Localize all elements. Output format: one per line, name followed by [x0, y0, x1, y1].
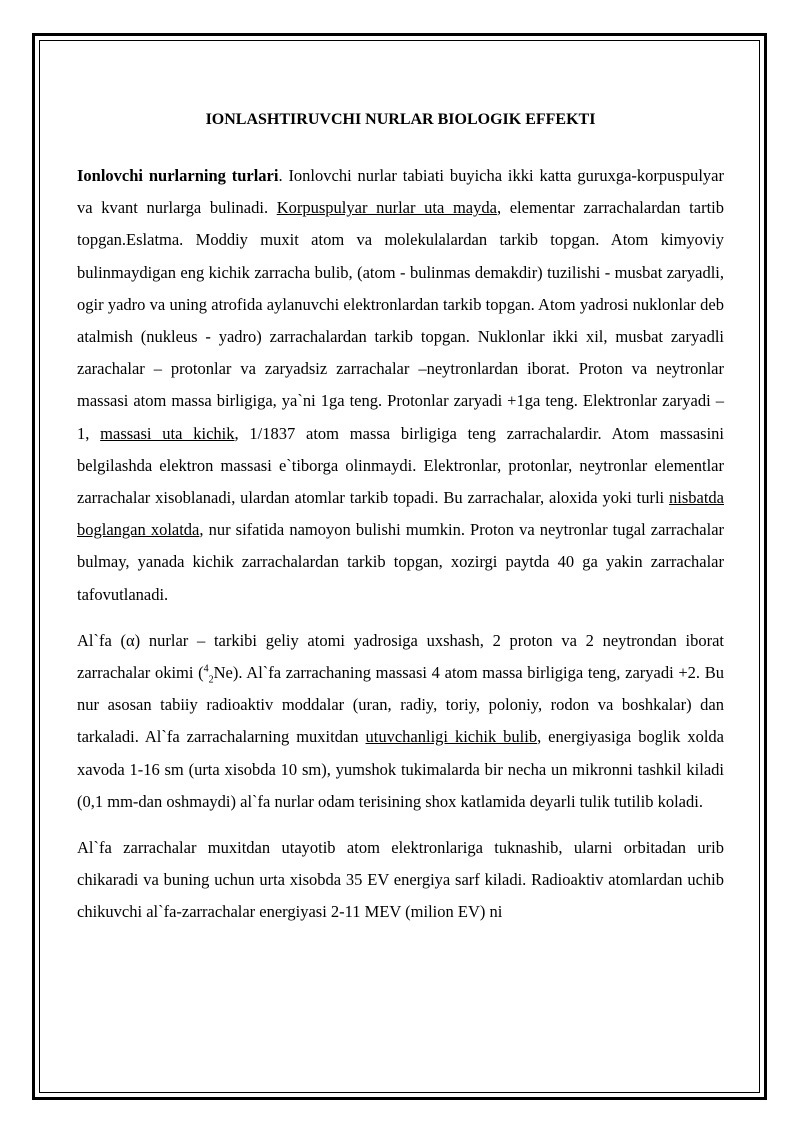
text-segment: Ne). Al`fa zarrachaning massasi 4 atom massa birligiga teng, zaryadi +2. Bu nur asosan tabiiy radioaktiv moddalar (uran, radiy, toriy, poloniy, rodon va boshkalar) dan tarkaladi. Al`fa zarrachalarning muxitdan [77, 663, 724, 747]
document-body [77, 108, 724, 943]
text-segment: , elementar zarrachalardan tartib topgan.Eslatma. Moddiy muxit atom va molekulalardan tarkib topgan. Atom kimyoviy bulinmaydigan eng kichik zarracha bulib, (atom - bulinmas demakdir) tuzilishi - musbat zaryadli, ogir yadro va uning atrofida aylanuvchi elektronlardan tarkib topgan. Atom yadrosi nuklonlar deb atalmish (nukleus - yadro) zarrachalardan tarkib topgan. Nuklonlar ikki xil, musbat zaryadli zarachalar – protonlar va zaryadsiz zarrachalar –neytronlardan iborat. Proton va neytronlar massasi atom massa birligiga, ya`ni 1ga teng. Protonlar zaryadi +1ga teng. Elektronlar zaryadi –1, [77, 198, 724, 443]
atomic-number-subscript: 2 [208, 674, 214, 686]
underlined-text: massasi uta kichik [100, 423, 235, 443]
underlined-text: nisbatda boglangan xolatda [77, 488, 724, 540]
text-segment: , nur sifatida namoyon bulishi mumkin. Proton va neytronlar tugal zarrachalar bulmay, yanada kichik zarrachalardan tarkib topgan, xozirgi paytda 40 ga yakin zarrachalar tafovutlanadi. [77, 520, 725, 604]
text-segment: . Ionlovchi nurlar tabiati buyicha ikki katta guruxga-korpuspulyar va kvant nurlarga bulinadi. [77, 166, 724, 218]
document-title: IONLASHTIRUVCHI NURLAR BIOLOGIK EFFEKTI [205, 111, 596, 128]
paragraph-alpha-rays [77, 625, 724, 818]
text-segment: Al`fa (α) nurlar – tarkibi geliy atomi yadrosiga uxshash, 2 proton va 2 neytrondan iborat zarrachalar okimi ( [77, 630, 724, 683]
underlined-text: Korpuspulyar nurlar uta mayda [276, 198, 497, 218]
paragraph-alpha-particles: Al`fa zarrachalar muxitdan utayotib atom elektronlariga tuknashib, ularni orbitadan urib chikaradi va buning uchun urta xisobda 35 EV energiya sarf kiladi. Radioaktiv atomlardan uchib chikuvchi al`fa-zarrachalar energiyasi 2-11 MEV (milion EV) ni [77, 838, 724, 922]
text-segment: , 1/1837 atom massa birligiga teng zarrachalardir. Atom massasini belgilashda elektron massasi e`tiborga olinmaydi. Elektronlar, protonlar, neytronlar elementlar zarrachalar xisoblanadi, ulardan atomlar tarkib topadi. Bu zarrachalar, aloxida yoki turli [77, 423, 725, 508]
text-segment: , energiyasiga boglik xolda xavoda 1-16 sm (urta xisobda 10 sm), yumshok tukimalarda bir necha un mikronni tashkil kiladi (0,1 mm-dan oshmaydi) al`fa nurlar odam terisining shox katlamida deyarli tulik tutilib koladi. [77, 727, 725, 811]
paragraph-heading: Ionlovchi nurlarning turlari [77, 166, 279, 185]
paragraph-radiation-types [77, 160, 724, 611]
underlined-text: utuvchanligi kichik bulib [365, 727, 538, 747]
mass-number-superscript: 4 [203, 663, 209, 675]
